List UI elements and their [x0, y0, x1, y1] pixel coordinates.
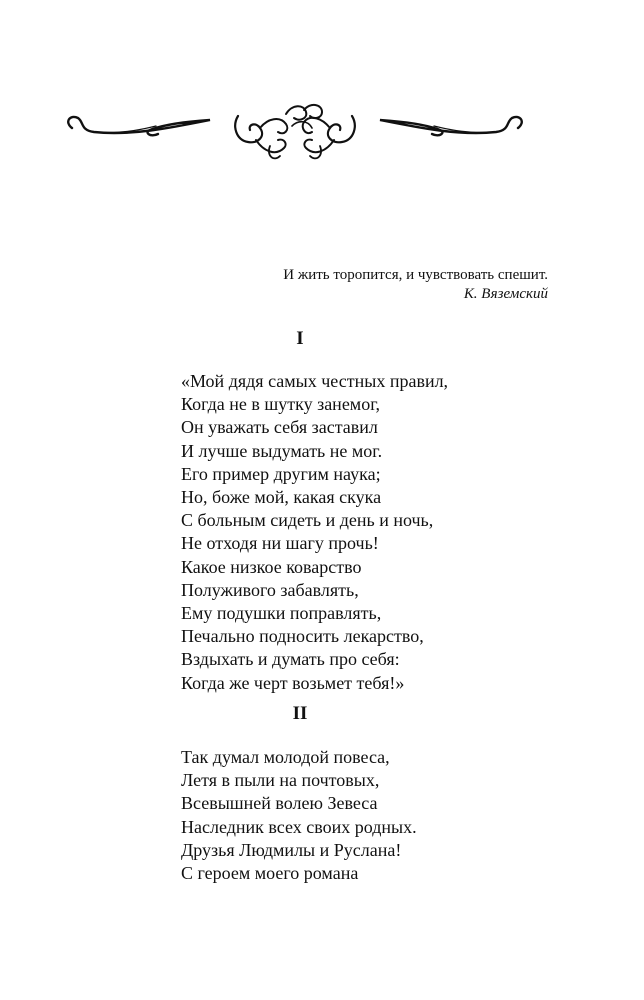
verse-line: Когда не в шутку занемог,: [181, 394, 381, 415]
verse-line: Печально подносить лекарство,: [181, 626, 424, 647]
epigraph-author: К. Вяземский: [463, 286, 548, 302]
verse-line: Полуживого забавлять,: [181, 579, 359, 600]
stanza-number-1: I: [296, 328, 304, 349]
flourish-divider-icon: [60, 96, 530, 166]
verse-line: Какое низкое коварство: [181, 556, 362, 577]
verse-line: Ему подушки поправлять,: [181, 603, 382, 624]
verse-line: С больным сидеть и день и ночь,: [181, 510, 434, 531]
verse-line: С героем моего романа: [181, 863, 359, 884]
stanza-2: [181, 746, 417, 885]
verse-line: Так думал молодой повеса,: [181, 747, 390, 767]
verse-line: Когда же черт возьмет тебя!»: [181, 672, 405, 693]
verse-line: Не отходя ни шагу прочь!: [181, 533, 379, 554]
verse-line: Всевышней волею Зевеса: [181, 793, 378, 814]
verse-line: Летя в пыли на почтовых,: [181, 770, 380, 791]
epigraph: [283, 266, 548, 304]
verse-line: Вздыхать и думать про себя:: [181, 649, 400, 670]
verse-line: Он уважать себя заставил: [181, 417, 378, 438]
verse-line: Но, боже мой, какая скука: [181, 487, 382, 508]
verse-line: «Мой дядя самых честных правил,: [181, 371, 449, 391]
verse-line: И лучше выдумать не мог.: [181, 440, 383, 461]
stanza-1: [181, 370, 448, 695]
stanza-number-2: II: [292, 703, 308, 724]
verse-line: Наследник всех своих родных.: [181, 816, 417, 837]
verse-line: Друзья Людмилы и Руслана!: [181, 839, 402, 860]
verse-line: Его пример другим наука;: [181, 463, 381, 484]
epigraph-text: И жить торопится, и чувствовать спешит.: [283, 267, 548, 283]
